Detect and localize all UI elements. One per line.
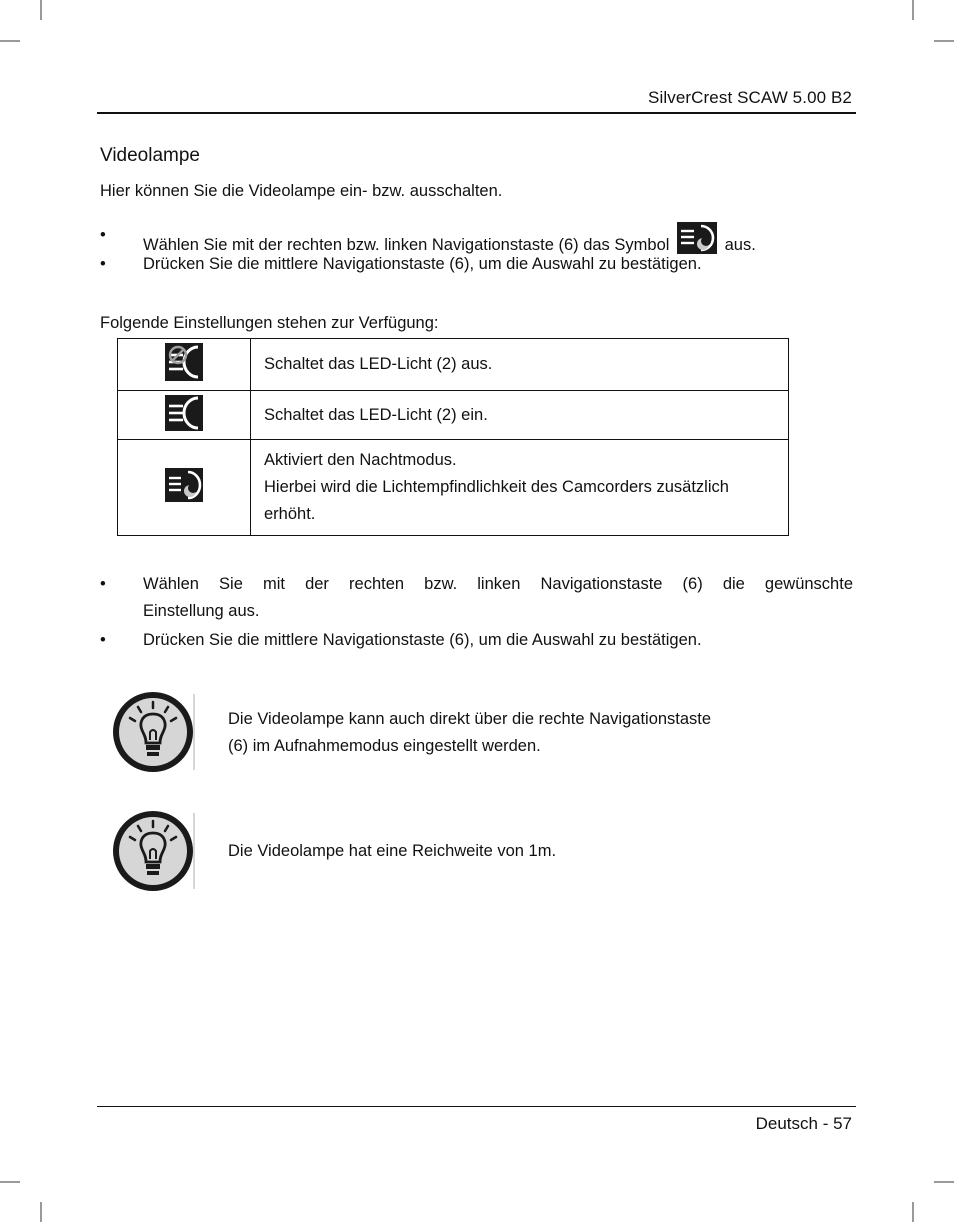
step-3 (100, 571, 853, 625)
text-cell (251, 339, 789, 391)
setting-on-description: Schaltet das LED-Licht (2) ein. (264, 405, 488, 424)
crop-mark-bottom-right-v (912, 1202, 914, 1222)
step-1-text-before: Wählen Sie mit der rechten bzw. linken Navigationstaste (6) das Symbol (143, 236, 670, 254)
crop-mark-bottom-right-h (934, 1181, 954, 1183)
crop-mark-top-left-h (0, 40, 20, 42)
lightbulb-tip-icon (108, 690, 196, 779)
tip-1-line-2: (6) im Aufnahmemodus eingestellt werden. (228, 737, 541, 755)
step-3-line-2: Einstellung aus. (143, 602, 260, 620)
crop-mark-top-right-v (912, 0, 914, 20)
footer-page-label: Deutsch - 57 (755, 1114, 852, 1133)
table-row (118, 440, 789, 536)
table-row (118, 339, 789, 391)
crop-mark-bottom-left-v (40, 1202, 42, 1222)
lamp-on-icon (165, 417, 203, 435)
lightbulb-tip-icon (108, 809, 196, 898)
bullet-dot: • (100, 255, 106, 273)
text-cell (251, 391, 789, 440)
setting-night-line-2: Hierbei wird die Lichtempfindlichkeit des Camcorders zusätzlich (264, 478, 729, 496)
icon-cell (118, 440, 251, 536)
icon-cell (118, 339, 251, 391)
lamp-off-icon (165, 367, 203, 385)
night-mode-icon (165, 488, 203, 506)
bullet-dot: • (100, 631, 106, 649)
header-product-name: SilverCrest SCAW 5.00 B2 (648, 88, 852, 107)
step-3-line-1: Wählen Sie mit der rechten bzw. linken Navigationstaste (6) die gewünschte (143, 575, 853, 593)
step-4-text: Drücken Sie die mittlere Navigationstaste (6), um die Auswahl zu bestätigen. (143, 631, 702, 649)
tip-1-line-1: Die Videolampe kann auch direkt über die rechte Navigationstaste (228, 710, 712, 728)
setting-night-line-1: Aktiviert den Nachtmodus. (264, 451, 457, 469)
tip-2-text (228, 838, 556, 865)
header-rule (97, 112, 856, 114)
step-2-text: Drücken Sie die mittlere Navigationstaste (6), um die Auswahl zu bestätigen. (143, 255, 702, 273)
bullet-dot: • (100, 226, 106, 244)
section-intro: Hier können Sie die Videolampe ein- bzw. ausschalten. (100, 182, 503, 200)
crop-mark-bottom-left-h (0, 1181, 20, 1183)
setting-night-line-3: erhöht. (264, 505, 316, 523)
section-title: Videolampe (100, 145, 201, 166)
settings-table (117, 338, 789, 536)
table-intro: Folgende Einstellungen stehen zur Verfügung: (100, 314, 439, 332)
bullet-dot: • (100, 575, 106, 593)
crop-mark-top-left-v (40, 0, 42, 20)
footer-rule (97, 1106, 856, 1107)
tip-1-text (228, 706, 711, 760)
setting-off-description: Schaltet das LED-Licht (2) aus. (264, 355, 493, 373)
icon-cell (118, 391, 251, 440)
crop-mark-top-right-h (934, 40, 954, 42)
table-row (118, 391, 789, 440)
tip-2-line-1: Die Videolampe hat eine Reichweite von 1m. (228, 842, 557, 860)
step-1-text-after: aus. (724, 236, 756, 254)
text-cell (251, 440, 789, 536)
